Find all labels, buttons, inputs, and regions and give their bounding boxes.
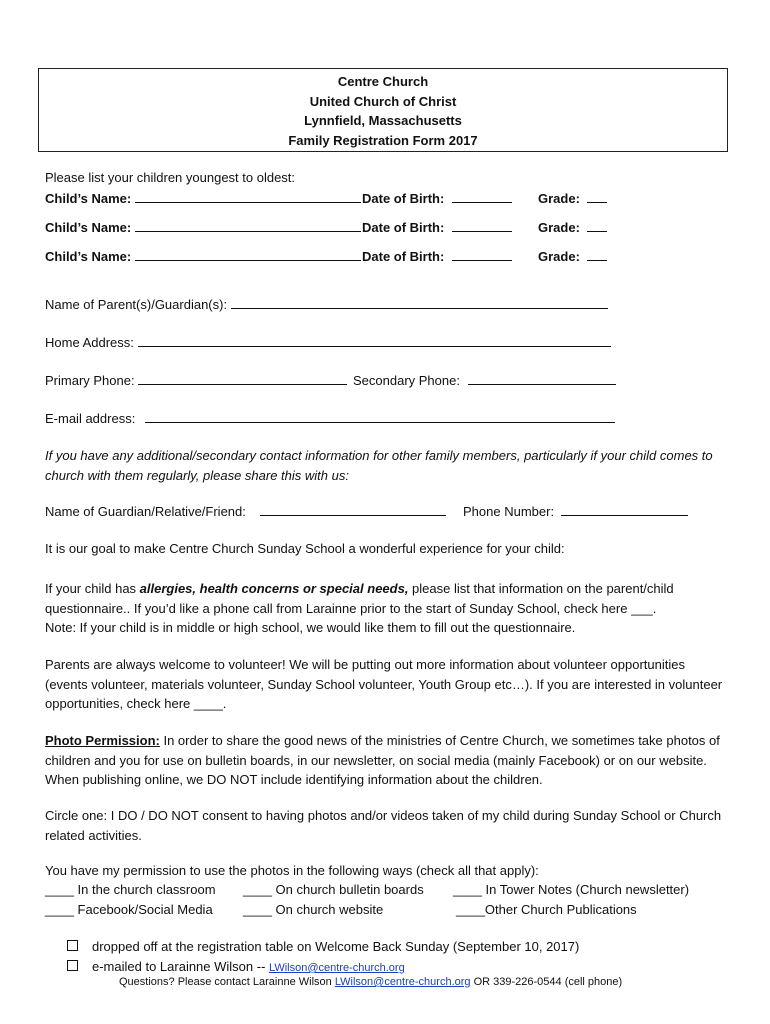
address-field[interactable] (138, 334, 611, 347)
volunteer-checkbox-blank[interactable]: ____ (193, 696, 223, 711)
volunteer-paragraph (45, 655, 725, 714)
form-header (38, 68, 728, 152)
guardian-phone-label: Phone Number: (463, 504, 555, 519)
footer-phone: OR 339-226-0544 (cell phone) (470, 976, 623, 988)
email-return-text: e-mailed to Larainne Wilson -- (92, 959, 266, 974)
volunteer-text: Parents are always welcome to volunteer! We will be putting out more information about volunteer opportunities (events volunteer, materials volunteer, Sunday School volunteer, Youth Group etc…). If you are interested in volunteer opportunities, check here (45, 657, 723, 711)
grade-row (538, 248, 607, 264)
secondary-phone-row (353, 372, 616, 388)
guardian-field[interactable] (260, 503, 446, 516)
secondary-contact-note: If you have any additional/secondary contact information for other family members, particularly if your child comes to church with them regularly, please share this with us: (45, 448, 713, 483)
contact-email-link[interactable]: LWilson@centre-church.org (269, 962, 405, 974)
dob-field[interactable] (452, 248, 512, 261)
grade-field[interactable] (587, 248, 607, 261)
dob-row (362, 248, 512, 264)
email-row (45, 410, 615, 426)
email-field[interactable] (145, 410, 615, 423)
denomination: United Church of Christ (309, 93, 457, 109)
permission-other-publications: Other Church Publications (484, 902, 637, 917)
permission-option[interactable] (45, 882, 216, 897)
permission-option[interactable] (453, 882, 689, 897)
child-name-field[interactable] (135, 190, 361, 203)
photo-permission-heading: Photo Permission: (45, 733, 160, 748)
footer-email-link[interactable]: LWilson@centre-church.org (334, 976, 471, 988)
grade-label: Grade: (538, 220, 580, 235)
permission-blank[interactable]: ____ (456, 902, 485, 917)
grade-row (538, 190, 607, 206)
guardian-row (45, 503, 446, 519)
permission-blank[interactable]: ____ (45, 882, 74, 897)
grade-field[interactable] (587, 190, 607, 203)
grade-field[interactable] (587, 219, 607, 232)
primary-phone-field[interactable] (138, 372, 347, 385)
dob-row (362, 190, 512, 206)
dropoff-text: dropped off at the registration table on Welcome Back Sunday (September 10, 2017) (92, 939, 580, 954)
dob-label: Date of Birth: (362, 220, 445, 235)
secondary-phone-label: Secondary Phone: (353, 373, 460, 388)
dob-label: Date of Birth: (362, 249, 445, 264)
allergies-text: please list that information on the parent/child questionnaire.. If you’d like a phone call from Larainne prior to the start of Sunday School, check here (45, 581, 674, 616)
permission-newsletter: In Tower Notes (Church newsletter) (485, 882, 690, 897)
primary-phone-label: Primary Phone: (45, 373, 135, 388)
permission-blank[interactable]: ____ (243, 882, 272, 897)
permission-option[interactable] (243, 882, 424, 897)
grade-label: Grade: (538, 191, 580, 206)
dob-row (362, 219, 512, 235)
permission-blank[interactable]: ____ (243, 902, 272, 917)
permission-intro: You have my permission to use the photos in the following ways (check all that apply): (45, 863, 539, 878)
dob-label: Date of Birth: (362, 191, 445, 206)
dob-field[interactable] (452, 219, 512, 232)
grade-row (538, 219, 607, 235)
primary-phone-row (45, 372, 347, 388)
permission-option[interactable] (456, 902, 637, 917)
parent-field[interactable] (231, 296, 608, 309)
secondary-phone-field[interactable] (468, 372, 616, 385)
parent-label: Name of Parent(s)/Guardian(s): (45, 297, 228, 312)
permission-blank[interactable]: ____ (453, 882, 482, 897)
allergies-emphasis: allergies, health concerns or special needs, (139, 581, 409, 596)
child-name-label: Child’s Name: (45, 220, 132, 235)
parent-row (45, 296, 608, 312)
questionnaire-note: Note: If your child is in middle or high school, we would like them to fill out the questionnaire. (45, 620, 576, 635)
phone-call-checkbox-blank[interactable]: ___ (631, 600, 653, 616)
location: Lynnfield, Massachusetts (304, 113, 462, 128)
return-option-dropoff[interactable] (67, 939, 579, 954)
return-option-email[interactable] (67, 959, 405, 974)
footer-text: Questions? Please contact Larainne Wilson (119, 976, 335, 988)
consent-text[interactable]: Circle one: I DO / DO NOT consent to having photos and/or videos taken of my child during Sunday School or Church related activities. (45, 808, 722, 843)
child-name-label: Child’s Name: (45, 249, 132, 264)
church-name: Centre Church (337, 74, 429, 89)
checkbox-icon[interactable] (67, 940, 78, 951)
allergies-period: . (652, 600, 657, 616)
photo-permission-paragraph (45, 731, 725, 790)
grade-label: Grade: (538, 249, 580, 264)
volunteer-period: . (222, 696, 227, 711)
child-row (45, 248, 361, 264)
child-name-field[interactable] (135, 248, 361, 261)
allergies-pre: If your child has (45, 581, 140, 596)
goal-text: It is our goal to make Centre Church Sunday School a wonderful experience for your child: (45, 541, 565, 556)
child-row (45, 190, 361, 206)
child-name-label: Child’s Name: (45, 191, 132, 206)
guardian-label: Name of Guardian/Relative/Friend: (45, 504, 246, 519)
address-row (45, 334, 611, 350)
dob-field[interactable] (452, 190, 512, 203)
photo-permission-text: In order to share the good news of the ministries of Centre Church, we sometimes take photos of children and you for use on bulletin boards, in our newsletter, on social media (mainly Facebook) or on our website. When publishing online, we DO NOT include identifying information about the children. (45, 733, 720, 787)
child-name-field[interactable] (135, 219, 361, 232)
checkbox-icon[interactable] (67, 960, 78, 971)
permission-option[interactable] (45, 902, 213, 917)
permission-bulletin-boards: On church bulletin boards (275, 882, 424, 897)
permission-website: On church website (275, 902, 384, 917)
permission-blank[interactable]: ____ (45, 902, 74, 917)
guardian-phone-field[interactable] (561, 503, 688, 516)
email-label: E-mail address: (45, 411, 136, 426)
child-row (45, 219, 361, 235)
guardian-phone-row (463, 503, 688, 519)
footer (119, 976, 622, 988)
permission-option[interactable] (243, 902, 383, 917)
allergies-paragraph (45, 579, 725, 638)
form-title: Family Registration Form 2017 (288, 132, 478, 148)
permission-social-media: Facebook/Social Media (77, 902, 213, 917)
address-label: Home Address: (45, 335, 134, 350)
children-intro: Please list your children youngest to oldest: (45, 170, 296, 185)
permission-classroom: In the church classroom (77, 882, 216, 897)
